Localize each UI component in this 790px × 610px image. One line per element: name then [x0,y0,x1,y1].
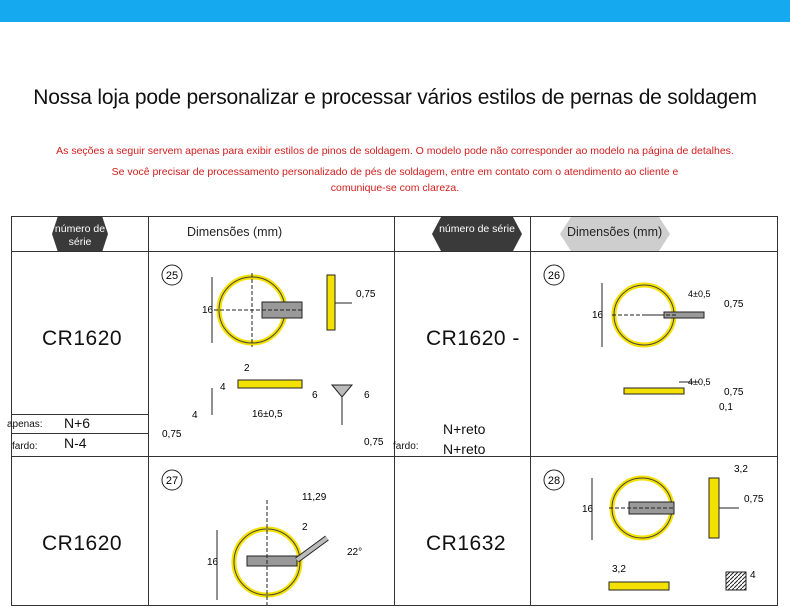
model-label: CR1620 - [426,327,520,350]
variant-label: fardo: [12,441,38,452]
svg-text:4±0,5: 4±0,5 [688,289,711,299]
svg-text:6: 6 [312,390,318,401]
model-label: CR1632 [426,532,507,555]
variant-label: apenas: [7,419,43,430]
header-dimensions-2: Dimensões (mm) [567,225,663,239]
diagram-number-26 [544,265,564,285]
cell-line [12,414,148,415]
svg-text:2: 2 [244,363,250,374]
header-divider [12,251,777,252]
diagram-28 [534,460,776,610]
svg-text:0,75: 0,75 [162,429,182,440]
svg-text:16: 16 [592,310,604,321]
svg-text:0,75: 0,75 [364,437,384,448]
col-divider [530,217,531,605]
header-serial-2: número de série [439,223,515,235]
svg-text:0,75: 0,75 [744,494,764,505]
header-dimensions: Dimensões (mm) [187,225,283,239]
svg-text:0,1: 0,1 [719,402,733,413]
diagram-number-28 [544,470,564,490]
diagram-26 [534,255,776,455]
svg-text:28: 28 [547,475,561,487]
note-line-3: comunique-se com clareza. [330,182,460,194]
svg-text:16±0,5: 16±0,5 [252,409,283,420]
svg-text:3,2: 3,2 [612,564,626,575]
svg-text:25: 25 [165,270,179,282]
svg-text:26: 26 [547,270,561,282]
svg-text:4: 4 [220,382,226,393]
model-label: CR1620 [42,327,123,350]
variant-label: fardo: [393,441,419,452]
svg-text:3,2: 3,2 [734,464,748,475]
svg-text:6: 6 [364,390,370,401]
header-serial: número de série [54,223,106,248]
svg-text:4: 4 [192,410,198,421]
solder-leg-table [7,216,778,606]
diagram-27 [152,460,390,610]
diagram-number-25 [162,265,182,285]
svg-text:16: 16 [202,305,214,316]
model-variant: N+reto [443,421,486,437]
svg-text:11,29: 11,29 [302,492,327,503]
top-banner-bar [0,0,790,22]
svg-text:16: 16 [582,504,594,515]
page-headline: Nossa loja pode personalizar e processar vários estilos de pernas de soldagem [33,86,757,109]
svg-text:4±0,5: 4±0,5 [688,377,711,387]
svg-text:0,75: 0,75 [724,387,744,398]
note-line-1: As seções a seguir servem apenas para exibir estilos de pinos de soldagem. O modelo pode não corresponder ao modelo na página de detalhes. [56,145,734,157]
svg-text:2: 2 [302,522,308,533]
svg-text:16: 16 [207,557,219,568]
diagram-number-27 [162,470,182,490]
svg-text:27: 27 [165,475,179,487]
model-variant: N+reto [443,441,486,457]
model-variant: N-4 [64,435,87,451]
cell-line [12,433,148,434]
model-variant: N+6 [64,415,91,431]
svg-text:0,75: 0,75 [724,299,744,310]
note-line-2: Se você precisar de processamento personalizado de pés de soldagem, entre em contato com o atendimento ao cliente e [111,166,679,178]
svg-text:22°: 22° [347,547,363,558]
row-divider [12,456,777,457]
col-divider [148,217,149,605]
model-label: CR1620 [42,532,123,555]
svg-text:4: 4 [750,570,756,581]
diagram-25 [152,255,390,455]
svg-text:0,75: 0,75 [356,289,376,300]
col-divider [394,217,395,605]
